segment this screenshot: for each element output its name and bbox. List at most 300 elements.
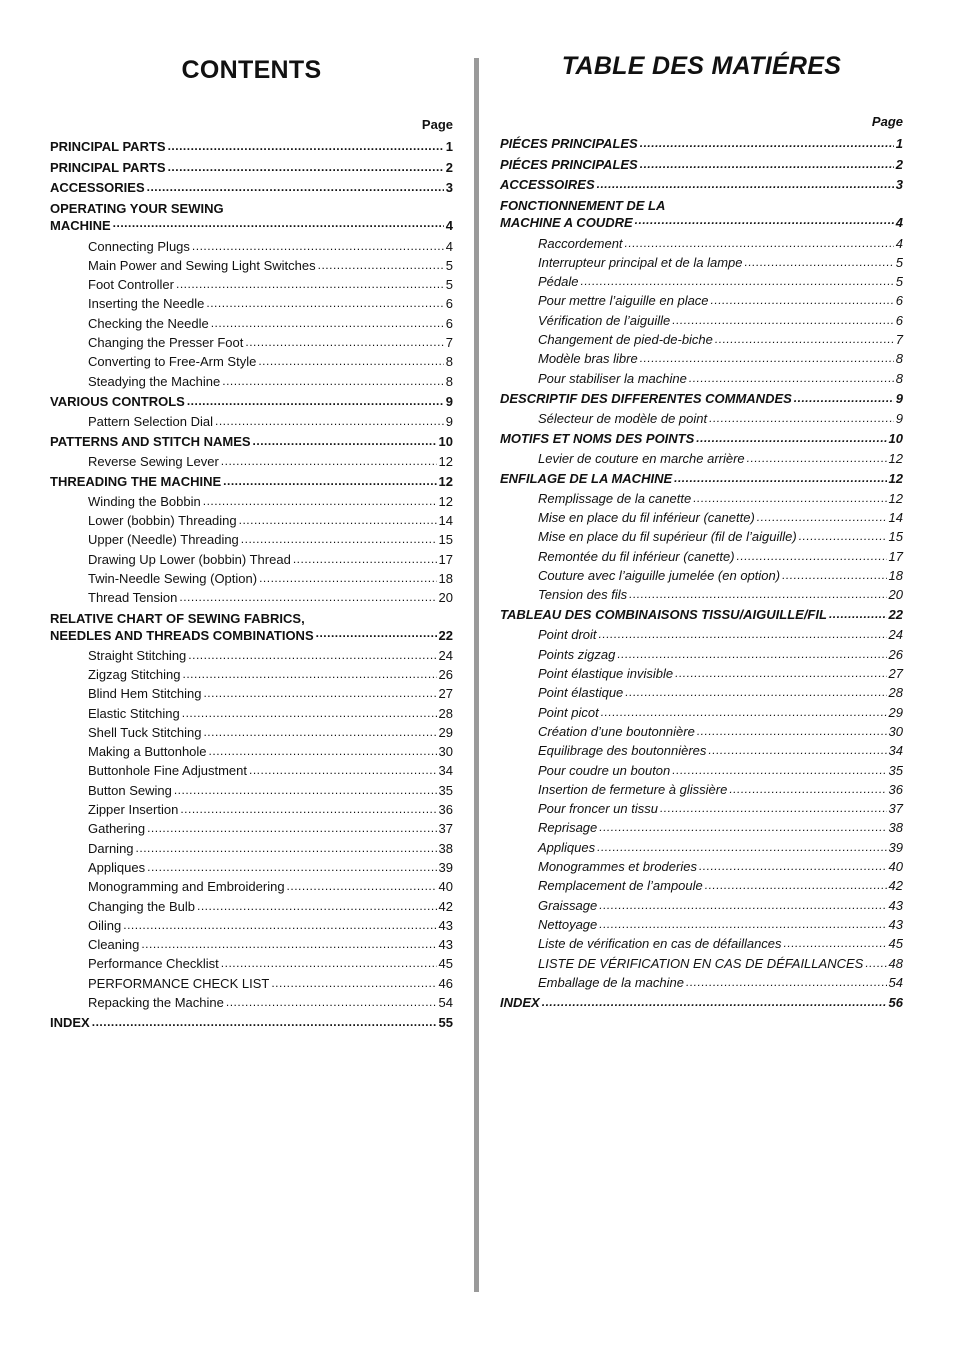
toc-entry-label: Insertion de fermeture à glissière bbox=[538, 781, 728, 797]
toc-entry-label: Monogramming and Embroidering bbox=[88, 879, 285, 895]
toc-entry-label: Changing the Bulb bbox=[88, 898, 195, 914]
toc-entry[interactable] bbox=[500, 722, 903, 741]
toc-entry[interactable] bbox=[500, 409, 903, 428]
dot-leader bbox=[705, 878, 887, 893]
dot-leader bbox=[221, 956, 437, 971]
toc-entry[interactable] bbox=[50, 665, 453, 684]
toc-entry[interactable] bbox=[50, 742, 453, 761]
toc-entry-label: Vérification de l’aiguille bbox=[538, 312, 671, 328]
toc-entry[interactable] bbox=[500, 876, 903, 895]
toc-entry[interactable] bbox=[500, 508, 903, 527]
toc-entry[interactable] bbox=[50, 236, 453, 255]
toc-entry[interactable] bbox=[500, 625, 903, 644]
dot-leader bbox=[599, 820, 886, 835]
dot-leader bbox=[674, 471, 886, 486]
dot-leader bbox=[640, 351, 894, 366]
toc-entry[interactable] bbox=[50, 391, 453, 412]
toc-entry[interactable] bbox=[50, 198, 453, 236]
dot-leader bbox=[635, 215, 894, 230]
dot-leader bbox=[782, 568, 886, 583]
toc-entry[interactable] bbox=[50, 877, 453, 896]
toc-entry-page: 17 bbox=[888, 548, 903, 564]
page-column-header: Page bbox=[871, 114, 903, 129]
toc-entry-page: 24 bbox=[888, 627, 903, 643]
toc-entry[interactable] bbox=[50, 761, 453, 780]
toc-entry-page: 39 bbox=[438, 859, 453, 875]
toc-entry[interactable] bbox=[500, 605, 903, 626]
toc-entry-label: Graissage bbox=[538, 897, 598, 913]
toc-entry-label: Cleaning bbox=[88, 937, 140, 953]
toc-entry-page: 45 bbox=[438, 956, 453, 972]
toc-entry-page: 18 bbox=[888, 568, 903, 584]
dot-leader bbox=[226, 995, 437, 1010]
dot-leader bbox=[239, 513, 437, 528]
dot-leader bbox=[136, 841, 437, 856]
toc-entry-page: 12 bbox=[888, 470, 903, 486]
toc-entry-label: MACHINE A COUDRE bbox=[500, 215, 633, 231]
dot-leader bbox=[672, 313, 894, 328]
toc-entry[interactable] bbox=[500, 311, 903, 330]
dot-leader bbox=[715, 332, 894, 347]
dot-leader bbox=[209, 744, 437, 759]
toc-entry-page: 4 bbox=[445, 218, 453, 234]
toc-entry-page: 7 bbox=[445, 335, 453, 351]
dot-leader bbox=[215, 414, 444, 429]
toc-entry-label: Nettoyage bbox=[538, 916, 598, 932]
toc-entry[interactable] bbox=[500, 857, 903, 876]
toc-entry[interactable] bbox=[500, 175, 903, 196]
toc-entry-label-line1: RELATIVE CHART OF SEWING FABRICS, bbox=[50, 610, 305, 626]
toc-list bbox=[50, 136, 453, 1033]
page-title: CONTENTS bbox=[181, 56, 322, 84]
toc-entry-page: 39 bbox=[888, 839, 903, 855]
toc-entry[interactable] bbox=[500, 760, 903, 779]
toc-entry-page: 35 bbox=[438, 782, 453, 798]
toc-entry-label: THREADING THE MACHINE bbox=[50, 473, 222, 489]
toc-entry-label: Levier de couture en marche arrière bbox=[538, 450, 745, 466]
toc-entry[interactable] bbox=[50, 703, 453, 722]
toc-entry[interactable] bbox=[500, 915, 903, 934]
toc-entry-label: Checking the Needle bbox=[88, 315, 209, 331]
toc-entry[interactable] bbox=[50, 352, 453, 371]
toc-entry[interactable] bbox=[500, 566, 903, 585]
toc-entry[interactable] bbox=[50, 294, 453, 313]
toc-entry-page: 1 bbox=[445, 138, 453, 154]
toc-entry-label: ACCESSORIES bbox=[50, 180, 145, 196]
toc-entry-page: 45 bbox=[888, 936, 903, 952]
toc-entry-page: 36 bbox=[438, 802, 453, 818]
toc-entry[interactable] bbox=[50, 431, 453, 452]
toc-entry[interactable] bbox=[500, 428, 903, 449]
dot-leader bbox=[123, 918, 436, 933]
toc-entry-page: 9 bbox=[445, 413, 453, 429]
dot-leader bbox=[672, 763, 886, 778]
dot-leader bbox=[640, 136, 894, 151]
dot-leader bbox=[675, 666, 886, 681]
toc-entry-label: Straight Stitching bbox=[88, 647, 187, 663]
toc-entry-label: Buttonhole Fine Adjustment bbox=[88, 763, 247, 779]
dot-leader bbox=[699, 859, 887, 874]
toc-list bbox=[500, 133, 903, 1013]
toc-entry-page: 6 bbox=[445, 315, 453, 331]
toc-entry-label: Converting to Free-Arm Style bbox=[88, 354, 257, 370]
dot-leader bbox=[580, 274, 893, 289]
toc-entry-page: 37 bbox=[888, 801, 903, 817]
dot-leader bbox=[188, 648, 436, 663]
toc-entry-page: 54 bbox=[438, 995, 453, 1011]
dot-leader bbox=[221, 454, 437, 469]
toc-entry-label: INDEX bbox=[50, 1015, 90, 1031]
toc-entry[interactable] bbox=[500, 154, 903, 175]
toc-entry-label: Appliques bbox=[538, 839, 596, 855]
toc-entry[interactable] bbox=[50, 935, 453, 954]
toc-entry[interactable] bbox=[50, 839, 453, 858]
toc-entry-label: Changement de pied-de-biche bbox=[538, 332, 713, 348]
toc-entry-label: Remplissage de la canette bbox=[538, 490, 692, 506]
toc-entry-label: Création d’une boutonnière bbox=[538, 723, 695, 739]
toc-entry[interactable] bbox=[500, 195, 903, 233]
dot-leader bbox=[689, 371, 894, 386]
toc-entry-page: 4 bbox=[895, 235, 903, 251]
toc-entry-label: Liste de vérification en cas de défaillances bbox=[538, 936, 782, 952]
toc-entry-label: Elastic Stitching bbox=[88, 705, 180, 721]
toc-entry-label: Emballage de la machine bbox=[538, 974, 684, 990]
toc-entry-page: 54 bbox=[888, 974, 903, 990]
toc-entry-label: PRINCIPAL PARTS bbox=[50, 138, 166, 154]
toc-entry-label: Performance Checklist bbox=[88, 956, 219, 972]
dot-leader bbox=[183, 667, 437, 682]
toc-entry-label: Steadying the Machine bbox=[88, 373, 221, 389]
toc-entry-page: 29 bbox=[438, 724, 453, 740]
toc-entry-page: 34 bbox=[888, 743, 903, 759]
toc-entry-page: 37 bbox=[438, 821, 453, 837]
toc-entry[interactable] bbox=[50, 157, 453, 178]
toc-entry-page: 56 bbox=[888, 994, 903, 1010]
toc-entry-label: LISTE DE VÉRIFICATION EN CAS DE DÉFAILLANCES bbox=[538, 955, 864, 971]
toc-entry[interactable] bbox=[500, 330, 903, 349]
dot-leader bbox=[745, 255, 894, 270]
toc-entry-page: 20 bbox=[438, 590, 453, 606]
toc-entry-page: 46 bbox=[438, 975, 453, 991]
toc-entry-page: 14 bbox=[438, 513, 453, 529]
toc-entry[interactable] bbox=[50, 492, 453, 511]
toc-entry-page: 8 bbox=[445, 354, 453, 370]
dot-leader bbox=[625, 236, 894, 251]
toc-entry[interactable] bbox=[500, 547, 903, 566]
toc-entry-label: Pattern Selection Dial bbox=[88, 413, 214, 429]
toc-entry[interactable] bbox=[50, 314, 453, 333]
toc-entry[interactable] bbox=[500, 992, 903, 1013]
toc-entry-page: 12 bbox=[438, 453, 453, 469]
toc-entry-page: 5 bbox=[445, 257, 453, 273]
toc-entry[interactable] bbox=[500, 838, 903, 857]
toc-entry[interactable] bbox=[50, 452, 453, 471]
toc-entry-label: PRINCIPAL PARTS bbox=[50, 159, 166, 175]
dot-leader bbox=[697, 724, 887, 739]
toc-entry-label: PATTERNS AND STITCH NAMES bbox=[50, 433, 251, 449]
toc-entry-label: Blind Hem Stitching bbox=[88, 686, 202, 702]
toc-entry-page: 12 bbox=[888, 450, 903, 466]
toc-entry-page: 12 bbox=[438, 493, 453, 509]
toc-entry[interactable] bbox=[50, 275, 453, 294]
toc-entry[interactable] bbox=[50, 471, 453, 492]
toc-entry-label: MACHINE bbox=[50, 218, 111, 234]
toc-entry-label: Equilibrage des boutonnières bbox=[538, 743, 707, 759]
toc-entry[interactable] bbox=[500, 388, 903, 409]
toc-entry[interactable] bbox=[500, 233, 903, 252]
toc-entry[interactable] bbox=[500, 664, 903, 683]
toc-entry[interactable] bbox=[50, 800, 453, 819]
dot-leader bbox=[625, 685, 886, 700]
toc-entry[interactable] bbox=[50, 819, 453, 838]
toc-entry-label-line1: FONCTIONNEMENT DE LA bbox=[500, 198, 666, 214]
toc-entry-page: 15 bbox=[438, 532, 453, 548]
toc-entry-page: 12 bbox=[438, 473, 453, 489]
toc-entry-page: 38 bbox=[888, 820, 903, 836]
dot-leader bbox=[168, 160, 444, 175]
toc-entry-page: 10 bbox=[438, 433, 453, 449]
toc-entry[interactable] bbox=[500, 368, 903, 387]
dot-leader bbox=[542, 995, 887, 1010]
toc-entry[interactable] bbox=[50, 684, 453, 703]
toc-entry-label: Drawing Up Lower (bobbin) Thread bbox=[88, 551, 291, 567]
toc-entry-page: 8 bbox=[895, 370, 903, 386]
toc-entry-label: Couture avec l’aiguille jumelée (en option) bbox=[538, 568, 781, 584]
dot-leader bbox=[693, 491, 886, 506]
dot-leader bbox=[92, 1015, 437, 1030]
toc-entry[interactable] bbox=[500, 291, 903, 310]
toc-entry[interactable] bbox=[500, 253, 903, 272]
dot-leader bbox=[599, 627, 887, 642]
toc-entry-page: 3 bbox=[895, 177, 903, 193]
toc-entry[interactable] bbox=[500, 973, 903, 992]
toc-entry-page: 2 bbox=[895, 156, 903, 172]
dot-leader bbox=[696, 431, 886, 446]
toc-entry-label: DESCRIPTIF DES DIFFERENTES COMMANDES bbox=[500, 390, 792, 406]
dot-leader bbox=[245, 335, 443, 350]
toc-entry-label: Upper (Needle) Threading bbox=[88, 532, 239, 548]
toc-entry[interactable] bbox=[50, 916, 453, 935]
toc-entry[interactable] bbox=[500, 449, 903, 468]
dot-leader bbox=[318, 258, 444, 273]
toc-entry-label: Zigzag Stitching bbox=[88, 666, 181, 682]
dot-leader bbox=[784, 936, 887, 951]
toc-entry-page: 43 bbox=[888, 916, 903, 932]
toc-entry[interactable] bbox=[500, 934, 903, 953]
toc-entry-page: 26 bbox=[438, 666, 453, 682]
dot-leader bbox=[640, 157, 894, 172]
toc-entry-label: Remontée du fil inférieur (canette) bbox=[538, 548, 735, 564]
toc-entry-page: 7 bbox=[895, 332, 903, 348]
dot-leader bbox=[197, 899, 437, 914]
toc-entry[interactable] bbox=[50, 256, 453, 275]
toc-entry[interactable] bbox=[50, 858, 453, 877]
toc-entry-page: 9 bbox=[895, 410, 903, 426]
toc-entry-label: Pour coudre un bouton bbox=[538, 762, 671, 778]
toc-entry-page: 5 bbox=[895, 274, 903, 290]
toc-entry[interactable] bbox=[500, 527, 903, 546]
toc-entry[interactable] bbox=[50, 178, 453, 199]
dot-leader bbox=[192, 239, 444, 254]
dot-leader bbox=[829, 607, 887, 622]
toc-entry-page: 42 bbox=[438, 898, 453, 914]
toc-entry-label: Point élastique bbox=[538, 685, 624, 701]
toc-entry-page: 12 bbox=[888, 490, 903, 506]
toc-entry[interactable] bbox=[50, 569, 453, 588]
toc-entry-page: 8 bbox=[895, 351, 903, 367]
toc-entry[interactable] bbox=[50, 974, 453, 993]
toc-entry[interactable] bbox=[500, 895, 903, 914]
toc-entry[interactable] bbox=[500, 133, 903, 154]
toc-entry[interactable] bbox=[50, 781, 453, 800]
toc-entry[interactable] bbox=[500, 645, 903, 664]
toc-entry-label: Zipper Insertion bbox=[88, 802, 179, 818]
toc-entry[interactable] bbox=[500, 683, 903, 702]
toc-entry[interactable] bbox=[50, 412, 453, 431]
toc-entry-label: MOTIFS ET NOMS DES POINTS bbox=[500, 430, 695, 446]
toc-entry[interactable] bbox=[50, 646, 453, 665]
toc-entry-page: 48 bbox=[888, 955, 903, 971]
toc-entry-label: Point picot bbox=[538, 704, 599, 720]
toc-entry-label: Making a Buttonhole bbox=[88, 744, 207, 760]
toc-entry[interactable] bbox=[50, 723, 453, 742]
toc-entry[interactable] bbox=[500, 468, 903, 489]
toc-entry-page: 40 bbox=[438, 879, 453, 895]
toc-entry-label: Twin-Needle Sewing (Option) bbox=[88, 571, 258, 587]
toc-entry-label: Repacking the Machine bbox=[88, 995, 224, 1011]
dot-leader bbox=[865, 956, 886, 971]
toc-entry[interactable] bbox=[500, 741, 903, 760]
column-divider bbox=[474, 58, 479, 1292]
toc-entry-page: 8 bbox=[445, 373, 453, 389]
toc-entry[interactable] bbox=[500, 272, 903, 291]
dot-leader bbox=[179, 590, 436, 605]
toc-entry-page: 40 bbox=[888, 859, 903, 875]
toc-entry-label: Thread Tension bbox=[88, 590, 178, 606]
toc-entry-page: 30 bbox=[888, 723, 903, 739]
dot-leader bbox=[203, 686, 436, 701]
dot-leader bbox=[259, 571, 436, 586]
toc-entry[interactable] bbox=[500, 799, 903, 818]
toc-entry-page: 6 bbox=[895, 312, 903, 328]
toc-entry-label: Tension des fils bbox=[538, 587, 628, 603]
toc-entry[interactable] bbox=[50, 550, 453, 569]
toc-entry[interactable] bbox=[500, 349, 903, 368]
toc-entry-label: Pour mettre l’aiguille en place bbox=[538, 293, 709, 309]
toc-entry[interactable] bbox=[50, 1012, 453, 1033]
toc-entry-label: Inserting the Needle bbox=[88, 296, 205, 312]
dot-leader bbox=[141, 937, 436, 952]
dot-leader bbox=[206, 296, 443, 311]
dot-leader bbox=[794, 391, 894, 406]
dot-leader bbox=[174, 783, 437, 798]
dot-leader bbox=[168, 139, 444, 154]
dot-leader bbox=[203, 725, 436, 740]
toc-entry-label: INDEX bbox=[500, 994, 540, 1010]
toc-entry-page: 42 bbox=[888, 878, 903, 894]
toc-entry[interactable] bbox=[50, 136, 453, 157]
dot-leader bbox=[187, 394, 444, 409]
toc-entry-label: Button Sewing bbox=[88, 782, 172, 798]
toc-entry-page: 36 bbox=[888, 781, 903, 797]
toc-entry[interactable] bbox=[50, 530, 453, 549]
toc-entry-page: 4 bbox=[445, 238, 453, 254]
toc-entry[interactable] bbox=[500, 703, 903, 722]
dot-leader bbox=[729, 782, 886, 797]
toc-entry-page: 17 bbox=[438, 551, 453, 567]
toc-entry[interactable] bbox=[500, 489, 903, 508]
dot-leader bbox=[686, 975, 887, 990]
dot-leader bbox=[147, 860, 436, 875]
toc-entry[interactable] bbox=[50, 588, 453, 607]
dot-leader bbox=[223, 474, 436, 489]
dot-leader bbox=[147, 180, 444, 195]
toc-entry[interactable] bbox=[500, 585, 903, 604]
toc-entry-label: Foot Controller bbox=[88, 277, 174, 293]
toc-entry-page: 30 bbox=[438, 744, 453, 760]
toc-entry[interactable] bbox=[500, 780, 903, 799]
dot-leader bbox=[253, 434, 437, 449]
dot-leader bbox=[599, 898, 886, 913]
toc-entry-label: Monogrammes et broderies bbox=[538, 859, 697, 875]
toc-entry-page: 29 bbox=[888, 704, 903, 720]
toc-entry[interactable] bbox=[50, 371, 453, 390]
toc-entry-page: 9 bbox=[895, 390, 903, 406]
toc-entry-label: Shell Tuck Stitching bbox=[88, 724, 202, 740]
dot-leader bbox=[211, 316, 444, 331]
toc-entry-page: 24 bbox=[438, 647, 453, 663]
toc-entry-label: Darning bbox=[88, 840, 134, 856]
toc-entry-label: Gathering bbox=[88, 821, 146, 837]
toc-entry[interactable] bbox=[50, 608, 453, 646]
toc-entry-page: 2 bbox=[445, 159, 453, 175]
dot-leader bbox=[799, 529, 887, 544]
dot-leader bbox=[180, 802, 436, 817]
dot-leader bbox=[271, 976, 436, 991]
toc-entry[interactable] bbox=[50, 511, 453, 530]
toc-entry-page: 3 bbox=[445, 180, 453, 196]
toc-entry-page: 55 bbox=[438, 1015, 453, 1031]
toc-entry-label: Interrupteur principal et de la lampe bbox=[538, 254, 743, 270]
dot-leader bbox=[711, 293, 894, 308]
toc-entry-label: Appliques bbox=[88, 859, 146, 875]
toc-entry-label: Oiling bbox=[88, 917, 122, 933]
dot-leader bbox=[757, 510, 887, 525]
toc-entry-label: Mise en place du fil supérieur (fil de l’aiguille) bbox=[538, 529, 797, 545]
toc-entry-label: Pédale bbox=[538, 274, 579, 290]
toc-entry-label-line1: OPERATING YOUR SEWING bbox=[50, 201, 224, 217]
toc-entry-page: 22 bbox=[438, 627, 453, 643]
toc-entry-page: 18 bbox=[438, 571, 453, 587]
toc-entry[interactable] bbox=[500, 953, 903, 972]
toc-entry-label: Changing the Presser Foot bbox=[88, 335, 244, 351]
toc-entry-label: Lower (bobbin) Threading bbox=[88, 513, 237, 529]
dot-leader bbox=[747, 451, 887, 466]
toc-entry-label: Pour stabiliser la machine bbox=[538, 370, 687, 386]
toc-entry-label: Reverse Sewing Lever bbox=[88, 453, 219, 469]
toc-entry-label: Raccordement bbox=[538, 235, 623, 251]
toc-entry[interactable] bbox=[50, 993, 453, 1012]
toc-entry-page: 6 bbox=[895, 293, 903, 309]
toc-entry[interactable] bbox=[50, 954, 453, 973]
toc-entry[interactable] bbox=[500, 818, 903, 837]
toc-entry-label: NEEDLES AND THREADS COMBINATIONS bbox=[50, 627, 314, 643]
dot-leader bbox=[287, 879, 437, 894]
toc-entry[interactable] bbox=[50, 333, 453, 352]
toc-entry-page: 22 bbox=[888, 607, 903, 623]
page-title: TABLE DES MATIÉRES bbox=[561, 52, 842, 80]
toc-entry[interactable] bbox=[50, 896, 453, 915]
